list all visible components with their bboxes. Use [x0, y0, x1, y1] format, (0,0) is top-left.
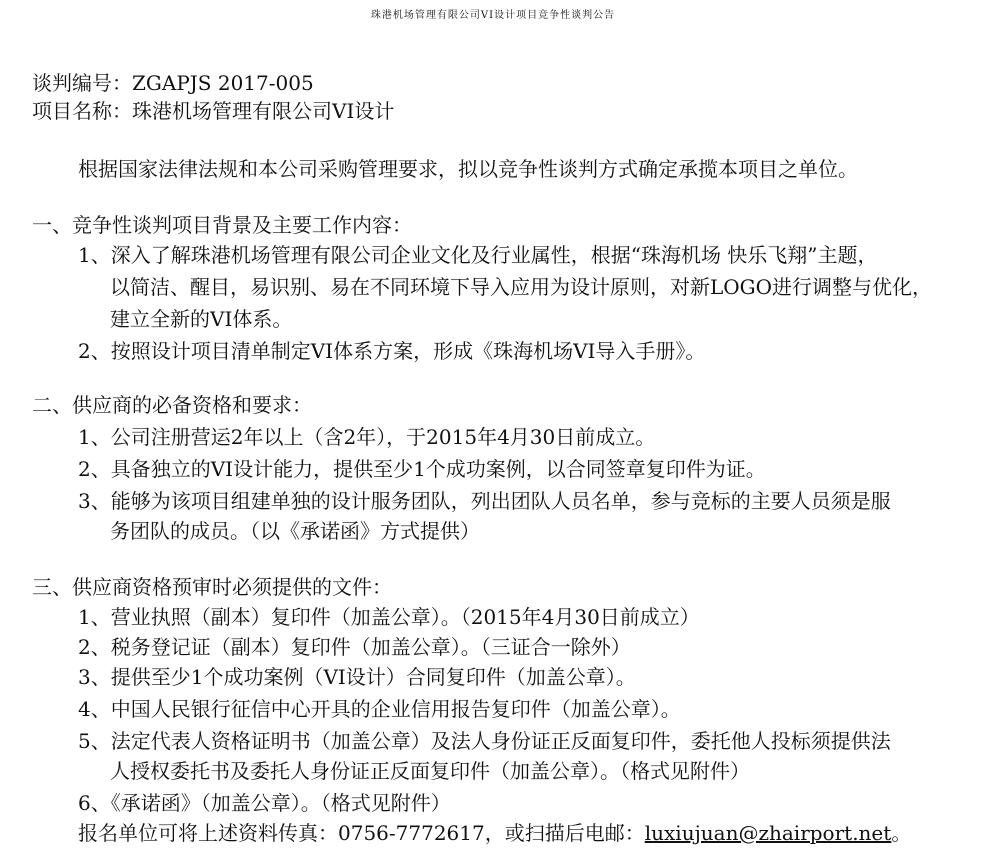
section3-item1: 1、营业执照（副本）复印件（加盖公章）。（2015年4月30日前成立） — [78, 605, 700, 629]
section2-heading: 二、供应商的必备资格和要求： — [32, 393, 312, 417]
contact-email-link[interactable]: luxiujuan@zhairport.net — [644, 821, 892, 845]
section3-item5-line1: 5、法定代表人资格证明书（加盖公章）及法人身份证正反面复印件，委托他人投标须提供法 — [78, 729, 891, 753]
page-title: 珠港机场管理有限公司VI设计项目竞争性谈判公告 — [370, 10, 616, 21]
section1-item1-line1: 1、深入了解珠港机场管理有限公司企业文化及行业属性，根据“珠海机场 快乐飞翔”主题， — [78, 243, 878, 267]
section1-item1-line2: 以简洁、醒目，易识别、易在不同环境下导入应用为设计原则，对新LOGO进行调整与优化， — [110, 275, 933, 299]
section3-heading: 三、供应商资格预审时必须提供的文件： — [32, 575, 392, 599]
project-name: 项目名称：珠港机场管理有限公司VI设计 — [32, 99, 395, 123]
section2-item1: 1、公司注册营运2年以上（含2年），于2015年4月30日前成立。 — [78, 425, 656, 449]
section2-item3-line1: 3、能够为该项目组建单独的设计服务团队，列出团队人员名单，参与竞标的主要人员须是服 — [78, 489, 891, 513]
section3-item2: 2、税务登记证（副本）复印件（加盖公章）。（三证合一除外） — [78, 635, 631, 659]
section1-item2: 2、按照设计项目清单制定VI体系方案，形成《珠海机场VI导入手册》。 — [78, 339, 706, 363]
section1-heading: 一、竞争性谈判项目背景及主要工作内容： — [32, 213, 412, 237]
intro-paragraph: 根据国家法律法规和本公司采购管理要求，拟以竞争性谈判方式确定承揽本项目之单位。 — [78, 157, 858, 181]
section3-item3: 3、提供至少1个成功案例（VI设计）合同复印件（加盖公章）。 — [78, 665, 636, 689]
section2-item3-line2: 务团队的成员。（以《承诺函》方式提供） — [110, 519, 480, 543]
negotiation-number: 谈判编号：ZGAPJS 2017-005 — [32, 71, 314, 95]
contact-line — [78, 820, 911, 846]
section2-item2: 2、具备独立的VI设计能力，提供至少1个成功案例，以合同签章复印件为证。 — [78, 457, 766, 481]
section3-item5-line2: 人授权委托书及委托人身份证正反面复印件（加盖公章）。（格式见附件） — [110, 759, 750, 783]
contact-suffix: 。 — [891, 821, 912, 845]
contact-text: 报名单位可将上述资料传真：0756-7772617，或扫描后电邮： — [78, 821, 645, 845]
section3-item6: 6、《承诺函》（加盖公章）。（格式见附件） — [78, 791, 451, 815]
section1-item1-line3: 建立全新的VI体系。 — [110, 307, 293, 331]
section3-item4: 4、中国人民银行征信中心开具的企业信用报告复印件（加盖公章）。 — [78, 697, 681, 721]
